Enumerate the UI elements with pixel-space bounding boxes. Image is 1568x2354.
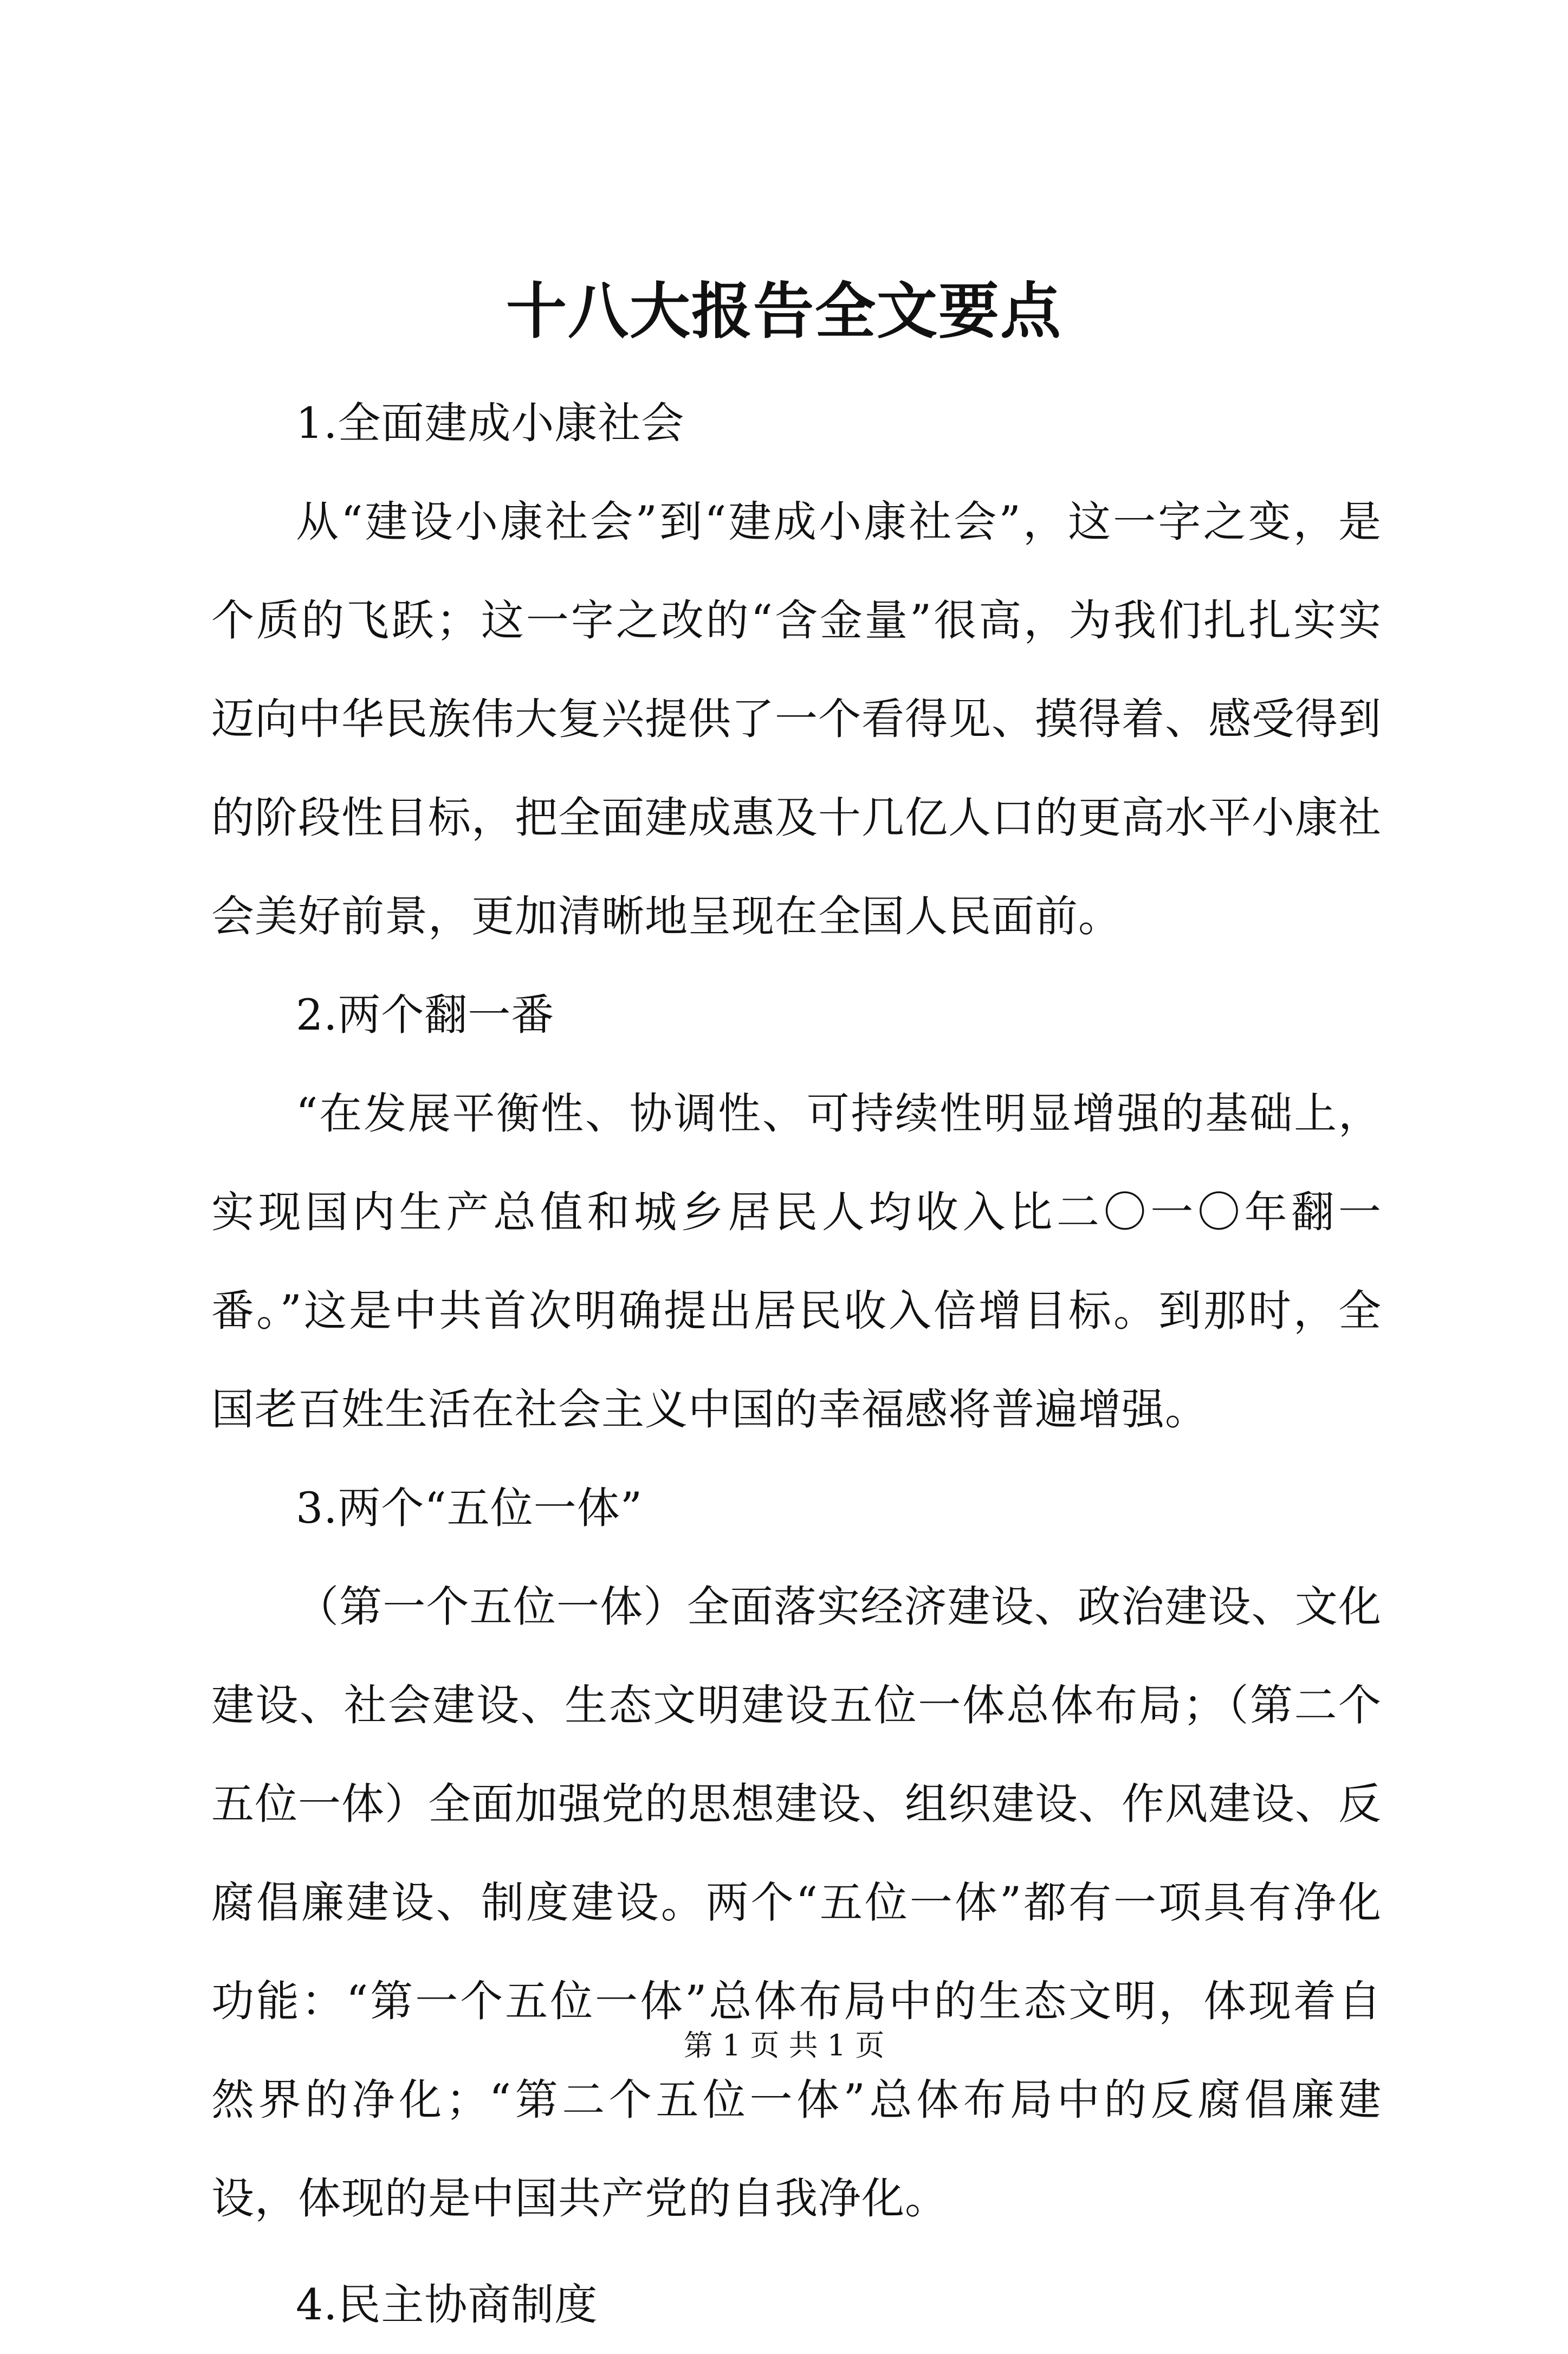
section-paragraph-2: “在发展平衡性、协调性、可持续性明显增强的基础上，实现国内生产总值和城乡居民人均收入比二〇一〇年翻一番。”这是中共首次明确提出居民收入倍增目标。到那时，全国老百姓生活在社会主义中国的幸福感将普遍增强。 [211,1089,1382,1434]
section-paragraph-1: 从“建设小康社会”到“建成小康社会”，这一字之变，是个质的飞跃；这一字之改的“含金量”很高，为我们扎扎实实迈向中华民族伟大复兴提供了一个看得见、摸得着、感受得到的阶段性目标，把全面建成惠及十几亿人口的更高水平小康社会美好前景，更加清晰地呈现在全国人民面前。 [211,497,1382,941]
page-footer: 第 1 页 共 1 页 [683,2028,885,2062]
section-heading-4: 4.民主协商制度 [296,2280,598,2330]
section-heading-2: 2.两个翻一番 [296,990,555,1040]
document-title: 十八大报告全文要点 [506,276,1062,347]
section-heading-3: 3.两个“五位一体” [296,1483,643,1533]
section-paragraph-3: （第一个五位一体）全面落实经济建设、政治建设、文化建设、社会建设、生态文明建设五位一体总体布局；（第二个五位一体）全面加强党的思想建设、组织建设、作风建设、反腐倡廉建设、制度建设。两个“五位一体”都有一项具有净化功能：“第一个五位一体”总体布局中的生态文明，体现着自然界的净化；“第二个五位一体”总体布局中的反腐倡廉建设，体现的是中国共产党的自我净化。 [211,1582,1382,2223]
section-heading-1: 1.全面建成小康社会 [296,398,685,448]
